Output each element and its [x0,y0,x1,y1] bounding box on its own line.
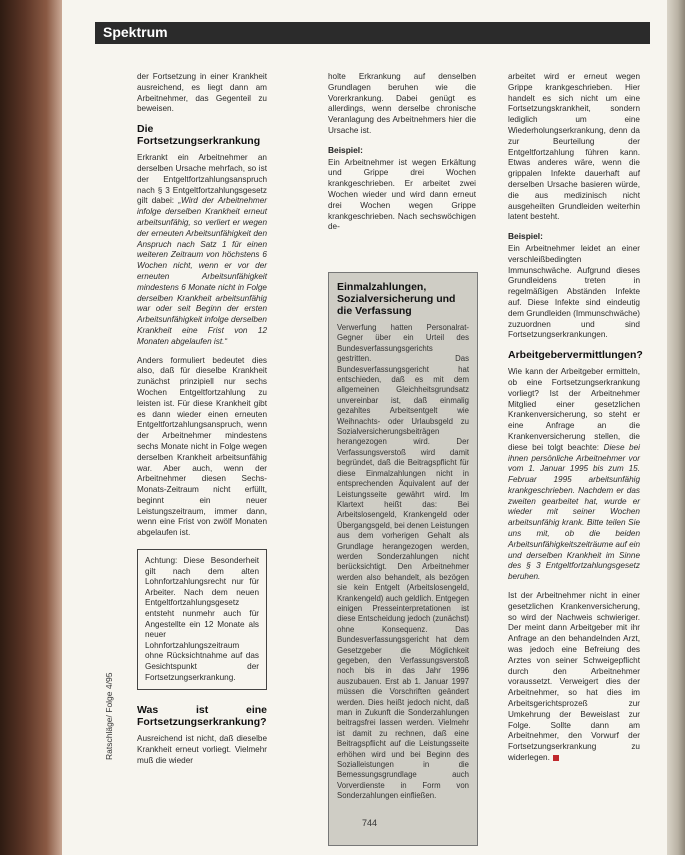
end-marker-icon [553,755,559,761]
col1-paragraph-1 [137,153,267,347]
info-box [328,272,478,846]
col3-heading: Arbeitgebervermittlungen? [508,349,643,362]
book-spine [0,0,62,855]
col3-p2-quote: Diese bei ihnen persönliche Arbeitnehmer vor vom 1. Januar 1995 bis zum 15. Februar 1995 arbeitsunfähig krankgeschrieben. Nachdem er das zweiten gearbeitet hat, wurde er wieder mit seiner Wochen arbeitsunfähig krank. Bitte teilen Sie uns mit, ob die beiden Arbeitsunfähigkeitszeiträume auf ein und derselben Krankheit im Sinne des § 3 Entgeltfortzahlungsgesetz beruhen. [508,442,640,582]
section-header [95,22,650,44]
col3-paragraph-2 [508,367,640,583]
col3-paragraph-3 [508,591,640,764]
section-title: Spektrum [103,24,168,40]
col2-example: Ein Arbeitnehmer ist wegen Erkältung und Grippe drei Wochen krankgeschrieben. Er arbeitet zwei Wochen wieder und wird dann erneut drei Wochen wegen Grippe krankgeschrieben. Nach sechswöchigen de- [328,157,476,232]
col1-heading: Die Fortsetzungserkrankung [137,123,261,148]
side-label: Ratschläge/ Folge 4/95 [104,672,114,760]
page-stack-edge [667,0,685,855]
col1-p1-quote: „Wird der Arbeitnehmer infolge derselben Krankheit erneut arbeitsunfähig, so verliert er wegen der erneuten Arbeitsunfähigkeit den Anspruch nach Satz 1 für einen weiteren Zeitraum von höchstens 6 Wochen nicht, wenn er vor der erneuten Arbeitsunfähigkeit mindestens 6 Monate nicht in Folge derselben Krankheit arbeitsunfähig war oder seit Beginn der ersten Arbeitsunfähigkeit infolge derselben Krankheit eine Frist von 12 Monaten abgelaufen ist.“ [137,196,267,346]
col1-paragraph-2: Anders formuliert bedeutet dies also, daß für dieselbe Krankheit zunächst prinzipiell nur sechs Wochen Entgeltfortzahlung zu leisten ist. Für diese Krankheit gibt es dann wieder einen erneuten Entgeltfortzahlungsanspruch, wenn der Arbeitnehmer mindestens sechs Monate nicht in Folge wegen derselben Krankheit arbeitsunfähig war. Aber auch, wenn der Arbeitnehmer diesen Sechs-Monats-Zeitraum nicht erfüllt, beginnt ein neuer Leistungszeitraum, immer dann, wenn eine Frist von zwölf Monaten abgelaufen ist. [137,355,267,538]
info-box-title: Einmalzahlungen, Sozialversicherung und die Verfassung [337,281,456,317]
col3-paragraph-1: arbeitet wird er erneut wegen Grippe krankgeschrieben. Hier handelt es sich nicht um eine Fortsetzungskrankheit, sondern lediglich um eine Wiederholungserkrankung, denn da zur Beurteilung der Entgeltfortzahlung führen kann. Etwas anderes wäre, wenn die grippalen Infekte dauerhaft auf derselben Ursache basieren würde, die aus medizinisch nicht ausgeheilten Grundleiden weiterhin latent besteht. [508,72,640,222]
col2-paragraph-1: holte Erkrankung auf denselben Grundlagen beruhen wie die Vorerkrankung. Dabei genügt es allerdings, wenn derselbe chronische Veranlagung des Arbeitnehmers hier die Ursache ist. [328,72,476,135]
column-2 [328,72,476,241]
col1-p1-text: Erkrankt ein Arbeitnehmer an derselben Ursache mehrfach, so ist der Entgeltfortzahlungsanspruch nach § 3 Entgeltfortzahlungsgesetz gilt dabei: [137,153,267,206]
col2-example-label: Beispiel: [328,144,363,155]
col1-heading-2: Was ist eine Fortsetzungserkrankung? [137,704,267,729]
col3-example-label: Beispiel: [508,231,543,242]
col3-p3-text: Ist der Arbeitnehmer nicht in einer gesetzlichen Krankenversicherung, so wird der Nachweis schwieriger. Der meint dann Arbeitgeber mit ihr Anfrage an den behandelnden Arzt, was jedoch eine Befreiung des Arztes von seiner Schweigepflicht durch den Arbeitnehmer voraussetzt. Verweigert dies der Arbeitnehmer, so hat dies im Arbeitsgerichtsprozeß zur Umkehrung der Beweislast zur Folge. Sollte dann am Arbeitnehmer, den Vorwurf der Fortsetzungserkrankung zu widerlegen. [508,591,640,763]
notice-box: Achtung: Diese Besonderheit gilt nach dem alten Lohnfortzahlungsrecht nur für Arbeiter. Nach dem neuen Entgeltfortzahlungsgesetz entsteht nunmehr auch für Angestellte ein 12 Monate als neuer Lohnfortzahlungszeitraum ohne Rücksichtnahme auf das Gesichtspunkt der Fortsetzungserkrankung. [137,549,267,690]
page-number: 744 [362,818,378,828]
info-box-text: Verwerfung hatten Personalrat-Gegner über ein Urteil des Bundesverfassungsgerichts gestritten. Das Bundesverfassungsgericht hat entschieden, daß es mit dem allgemeinen Gleichheitsgrundsatz unvereinbar ist, daß einmalig gezahltes Arbeitsentgelt wie Weihnachts- oder Urlaubsgeld zu Sozialversicherungsbeiträgen herangezogen wird. Der Verfassungsverstoß wird damit begründet, daß die Beitragspflicht für diese Einmalzahlungen nicht in entsprechenden Äquivalent auf der Leistungsseite gewährt wird. Im Klartext heißt das: Bei Arbeitslosengeld, Krankengeld oder Übergangsgeld, bei denen Leistungen aus dem vorherigen Gehalt als Grundlage herangezogen werden, werden Sonderzahlungen nicht berücksichtigt. Den Arbeitnehmer werden also behandelt, als bezögen sie kein Entgelt (Arbeitslosengeld, Krankengeld) auch geldlich. Entgegen einigen Presseinterpretationen ist diese Entscheidung jedoch (zunächst) ohne Konsequenz. Das Bundesverfassungsgericht hat dem Gesetzgeber die Möglichkeit gegeben, den Verfassungsverstoß noch bis in das Jahr 1996 auszubauen. Erst ab 1. Januar 1997 müssen die Vorschriften geändert werden. Dies heißt jedoch nicht, daß man in Zukunft die Sonderzahlungen beitragsfrei lassen werden. Vielmehr ist damit zu rechnen, daß eine Beitragspflicht auf die Leistungsseite erhöhen wird und bei Beginn des Sozialleistungen in die Bemessungsgrundlage auch Vorverdienste in Form von Sonderzahlungen einfließen. [337,323,469,801]
col1-paragraph-3: Ausreichend ist nicht, daß dieselbe Krankheit erneut vorliegt. Vielmehr muß die wieder [137,734,267,765]
col1-intro: der Fortsetzung in einer Krankheit ausreichend, es liegt dann am Arbeitnehmer, das Gegenteil zu beweisen. [137,72,267,114]
column-3 [508,72,643,772]
col3-example: Ein Arbeitnehmer leidet an einer verschleißbedingten Immunschwäche. Aufgrund dieses Grundleidens treten in regelmäßigen Abständen Infekte auf. Diese Infekte sind eindeutig dem Grundleiden (Immunschwäche) zuzuordnen und sind Fortsetzungserkrankungen. [508,243,640,340]
col3-p2-text: Wie kann der Arbeitgeber ermitteln, ob eine Fortsetzungserkrankung vorliegt? Ist der Arbeitnehmer Mitglied einer gesetzlichen Krankenversicherung, so steht er eine Anfrage an die Krankenversicherung stellen, die diese bei tolgt beachte: [508,367,640,452]
column-1 [137,72,267,775]
